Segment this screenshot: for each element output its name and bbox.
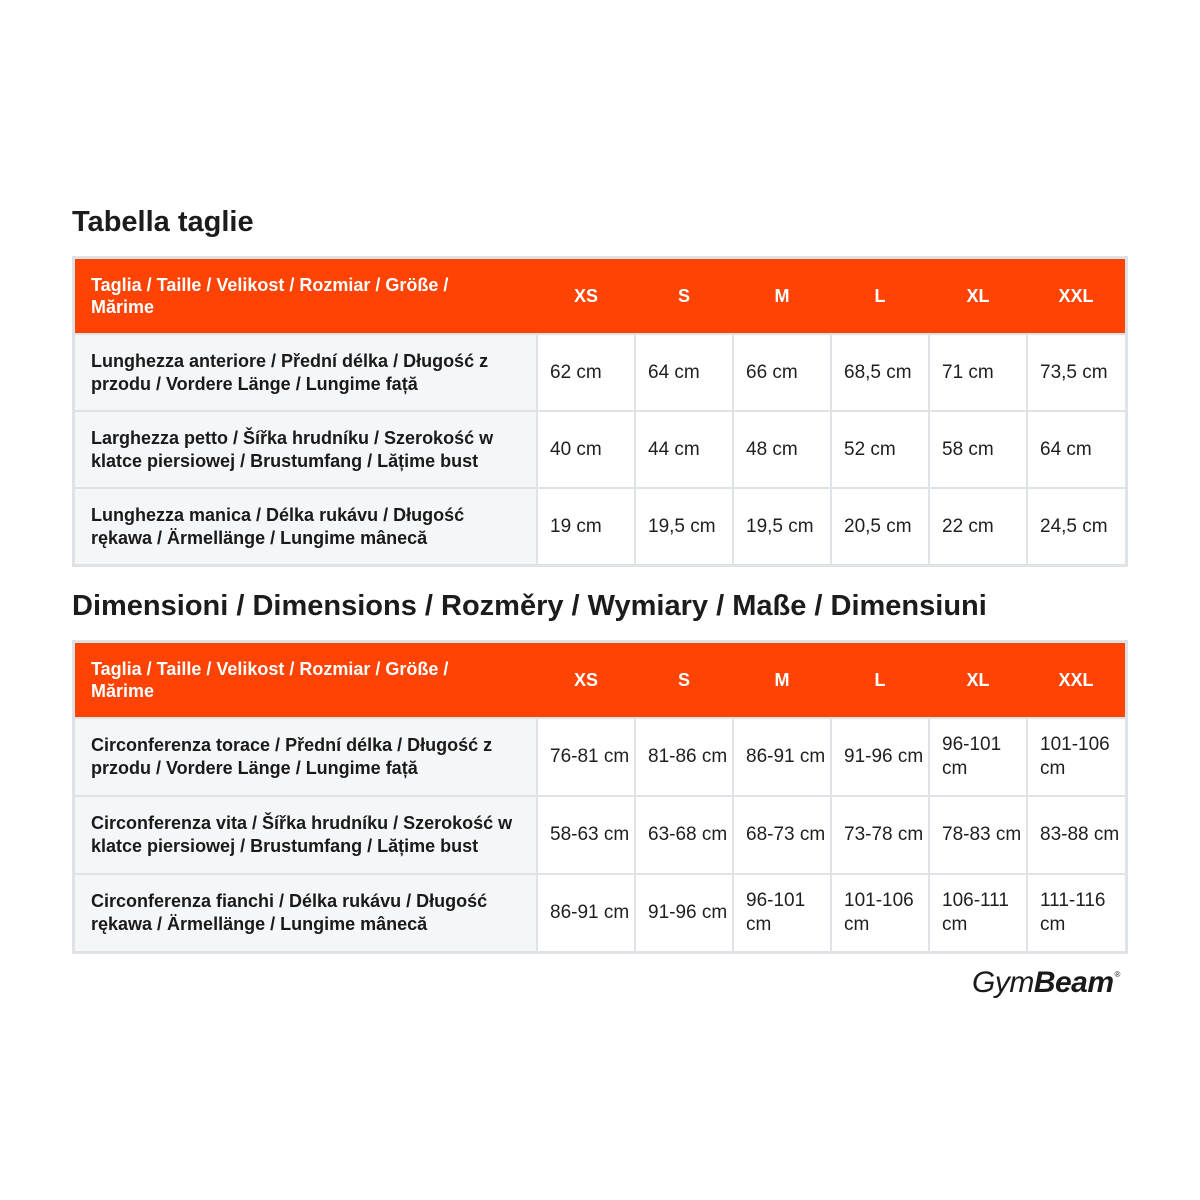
size-header-xxl: XXL (1027, 259, 1125, 334)
row-label: Circonferenza fianchi / Délka rukávu / Długość rękawa / Ärmellänge / Lungime mânecă (75, 874, 537, 951)
table-cell: 91-96 cm (831, 718, 929, 796)
table-cell: 24,5 cm (1027, 488, 1125, 564)
registered-mark: ® (1114, 970, 1120, 979)
table-cell: 91-96 cm (635, 874, 733, 951)
row-label: Lunghezza anteriore / Přední délka / Długość z przodu / Vordere Länge / Lungime față (75, 334, 537, 411)
table-row (75, 796, 1125, 874)
table-cell: 19,5 cm (733, 488, 831, 564)
table-cell: 44 cm (635, 411, 733, 488)
row-label: Larghezza petto / Šířka hrudníku / Szerokość w klatce piersiowej / Brustumfang / Lățime bust (75, 411, 537, 488)
gymbeam-logo (972, 966, 1119, 1000)
table-cell: 63-68 cm (635, 796, 733, 874)
table-cell: 22 cm (929, 488, 1027, 564)
table-cell: 78-83 cm (929, 796, 1027, 874)
table-cell: 81-86 cm (635, 718, 733, 796)
table-cell: 62 cm (537, 334, 635, 411)
table-cell: 20,5 cm (831, 488, 929, 564)
size-header-xl: XL (929, 259, 1027, 334)
table-cell: 19 cm (537, 488, 635, 564)
size-table-title: Tabella taglie (72, 206, 254, 238)
table-cell: 111-116 cm (1027, 874, 1125, 951)
table-cell: 76-81 cm (537, 718, 635, 796)
table-cell: 19,5 cm (635, 488, 733, 564)
table-cell: 68,5 cm (831, 334, 929, 411)
table-row (75, 874, 1125, 951)
table-cell: 58-63 cm (537, 796, 635, 874)
logo-part-beam: Beam (1033, 966, 1114, 999)
table-cell: 73,5 cm (1027, 334, 1125, 411)
table-row (75, 411, 1125, 488)
dimensions-table (72, 640, 1128, 954)
table-cell: 96-101 cm (929, 718, 1027, 796)
table-cell: 58 cm (929, 411, 1027, 488)
table-row (75, 488, 1125, 564)
table-cell: 64 cm (1027, 411, 1125, 488)
size-header-l: L (831, 643, 929, 718)
size-header-xxl: XXL (1027, 643, 1125, 718)
table-cell: 86-91 cm (537, 874, 635, 951)
row-label: Circonferenza torace / Přední délka / Długość z przodu / Vordere Länge / Lungime față (75, 718, 537, 796)
table-cell: 96-101 cm (733, 874, 831, 951)
size-table (72, 256, 1128, 567)
row-label: Lunghezza manica / Délka rukávu / Długość rękawa / Ärmellänge / Lungime mânecă (75, 488, 537, 564)
table-header-row (75, 259, 1125, 334)
table-cell: 66 cm (733, 334, 831, 411)
table-header-row (75, 643, 1125, 718)
table-cell: 101-106 cm (1027, 718, 1125, 796)
table-row (75, 718, 1125, 796)
size-header-s: S (635, 259, 733, 334)
size-header-xl: XL (929, 643, 1027, 718)
table-cell: 83-88 cm (1027, 796, 1125, 874)
table-cell: 64 cm (635, 334, 733, 411)
row-label: Circonferenza vita / Šířka hrudníku / Szerokość w klatce piersiowej / Brustumfang / Lățime bust (75, 796, 537, 874)
table-cell: 40 cm (537, 411, 635, 488)
size-header-xs: XS (537, 643, 635, 718)
size-header-label: Taglia / Taille / Velikost / Rozmiar / Größe / Mărime (75, 643, 537, 718)
table-cell: 48 cm (733, 411, 831, 488)
table-cell: 86-91 cm (733, 718, 831, 796)
table-cell: 101-106 cm (831, 874, 929, 951)
size-header-l: L (831, 259, 929, 334)
table-cell: 71 cm (929, 334, 1027, 411)
dimensions-table-title: Dimensioni / Dimensions / Rozměry / Wymiary / Maße / Dimensiuni (72, 590, 987, 622)
table-cell: 68-73 cm (733, 796, 831, 874)
table-cell: 52 cm (831, 411, 929, 488)
table-row (75, 334, 1125, 411)
size-header-m: M (733, 643, 831, 718)
size-header-xs: XS (537, 259, 635, 334)
table-cell: 106-111 cm (929, 874, 1027, 951)
size-header-m: M (733, 259, 831, 334)
size-header-label: Taglia / Taille / Velikost / Rozmiar / Größe / Mărime (75, 259, 537, 334)
logo-part-gym: Gym (972, 966, 1034, 999)
size-header-s: S (635, 643, 733, 718)
table-cell: 73-78 cm (831, 796, 929, 874)
